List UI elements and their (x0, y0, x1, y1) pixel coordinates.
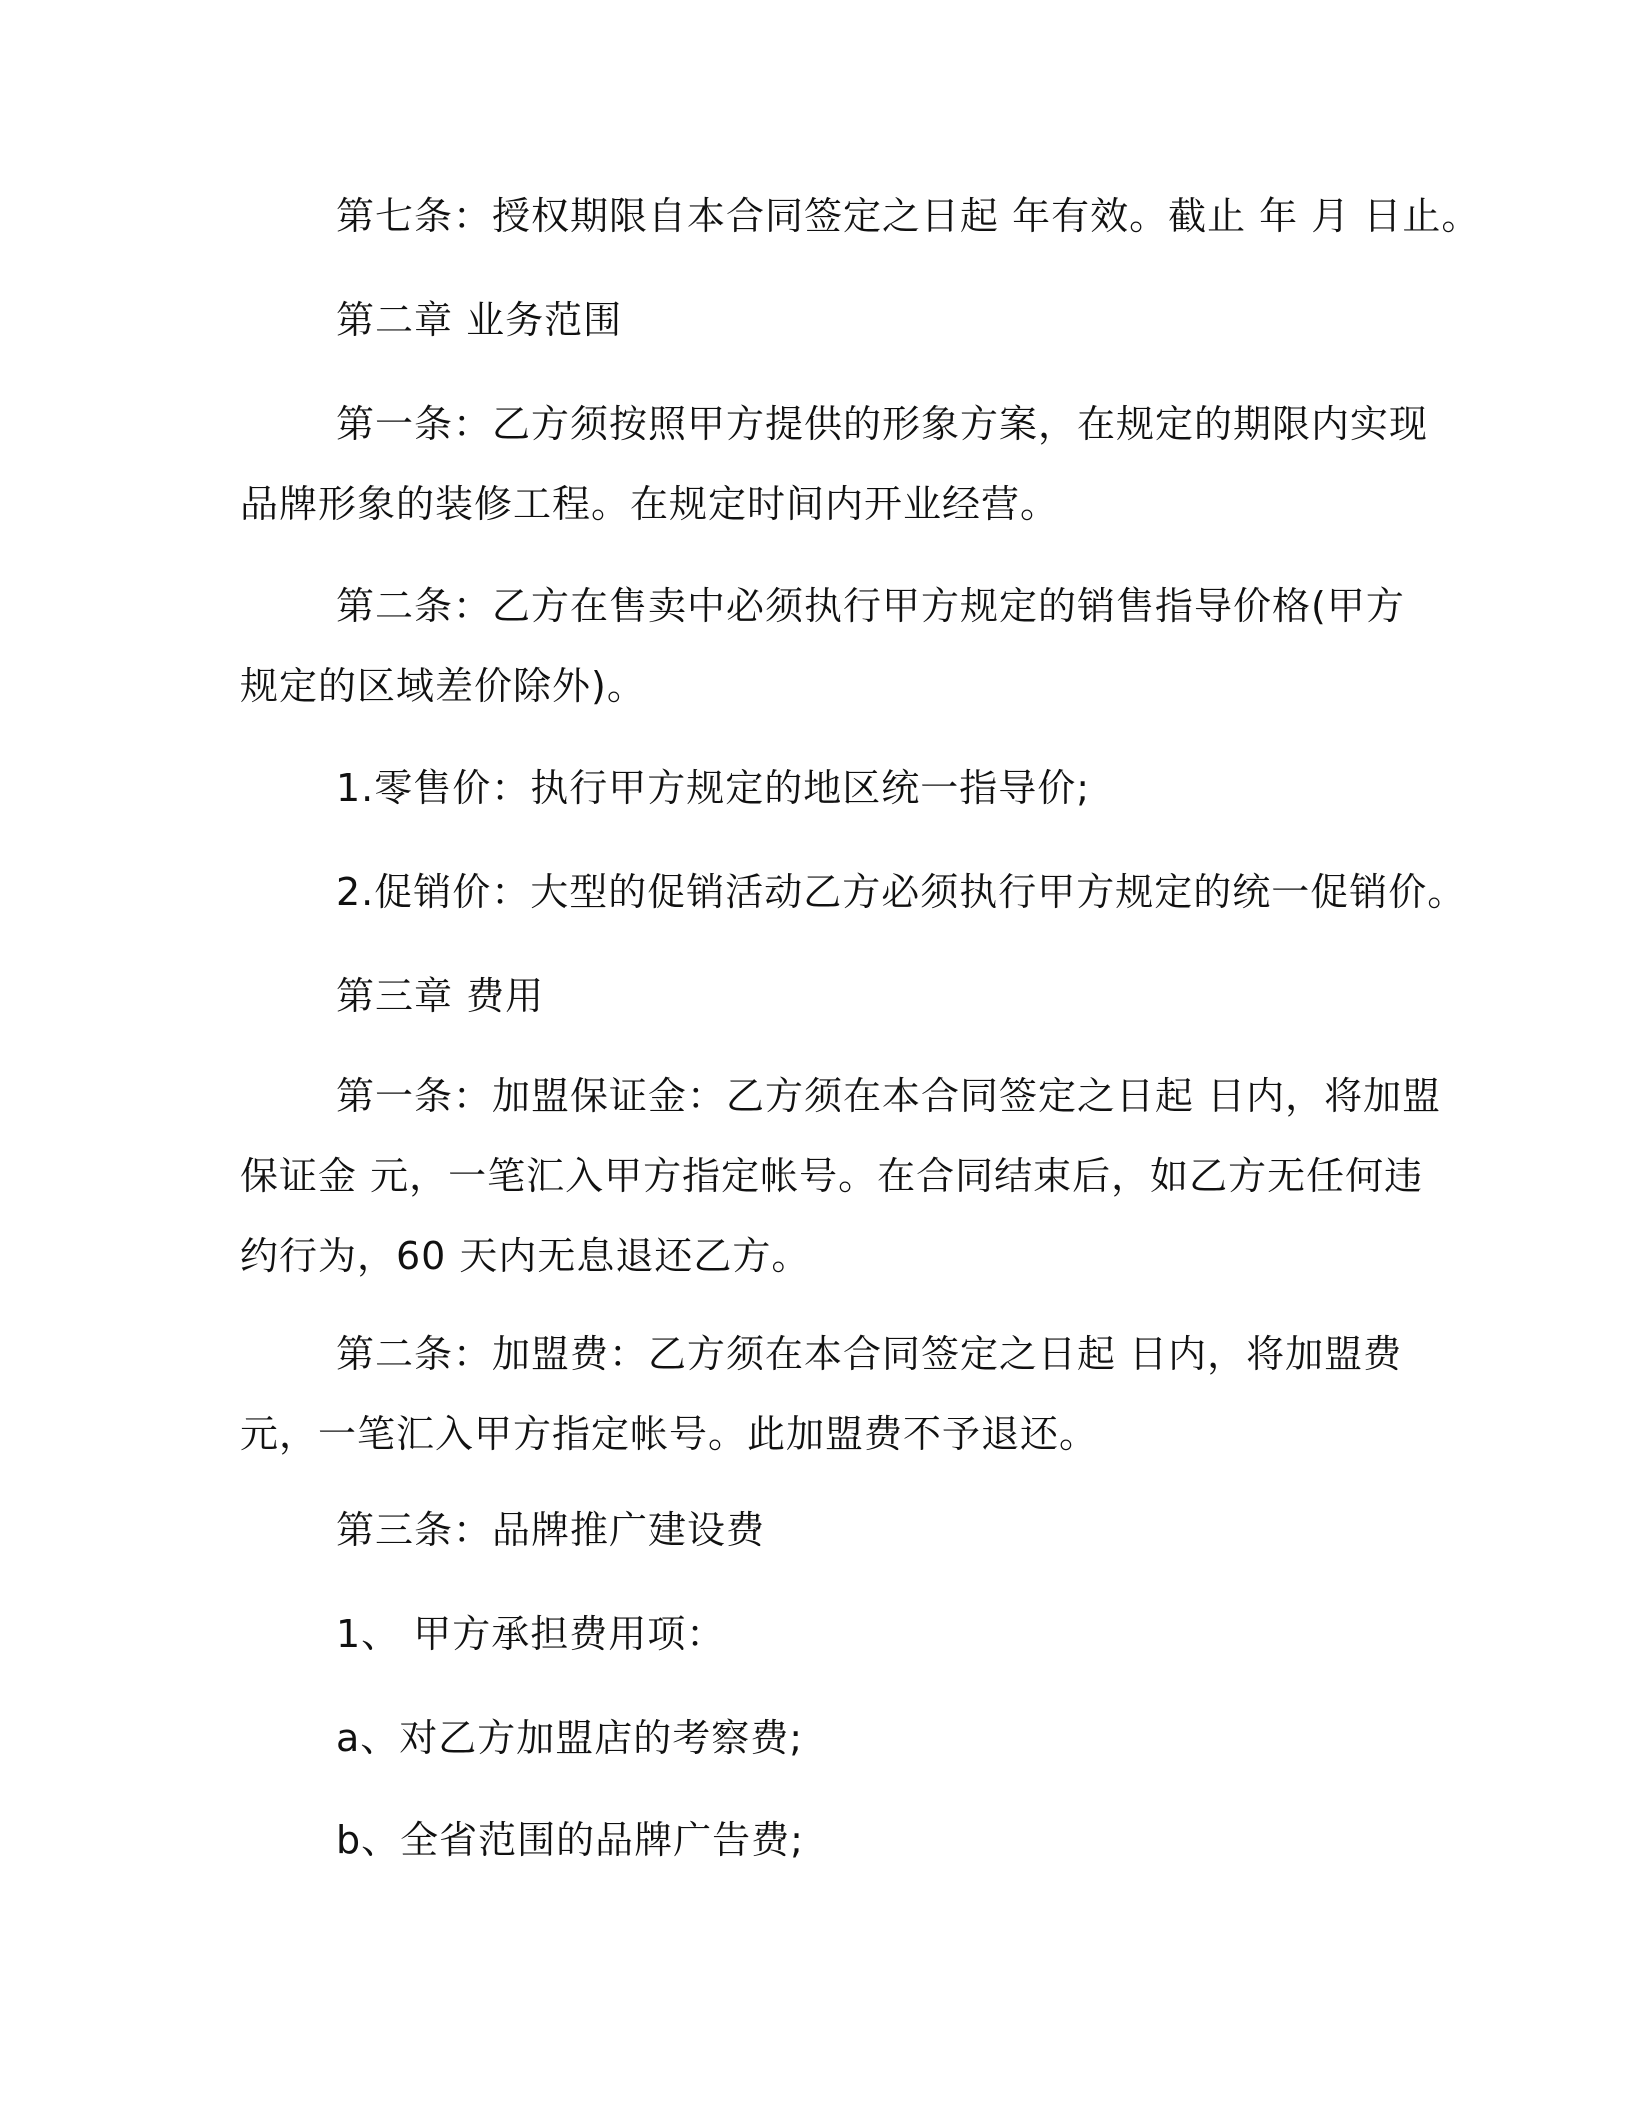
paragraph-line: 第一条：乙方须按照甲方提供的形象方案，在规定的期限内实现 (336, 402, 1429, 446)
paragraph-line: 品牌形象的装修工程。在规定时间内开业经营。 (240, 482, 1060, 526)
paragraph-line: 2.促销价：大型的促销活动乙方必须执行甲方规定的统一促销价。 (336, 870, 1467, 914)
paragraph-line: 1、 甲方承担费用项： (336, 1612, 726, 1656)
paragraph-business-article-2 (240, 566, 1405, 726)
paragraph-line: 第二章 业务范围 (336, 298, 623, 342)
paragraph-line: a、对乙方加盟店的考察费; (336, 1716, 804, 1760)
paragraph-line: 规定的区域差价除外)。 (240, 664, 646, 708)
list-item-party-a-costs (240, 1594, 1400, 1674)
chapter-heading-business-scope (240, 280, 1400, 360)
paragraph-line: 保证金 元，一笔汇入甲方指定帐号。在合同结束后，如乙方无任何违 (240, 1154, 1424, 1198)
paragraph-fees-article-1 (240, 1056, 1442, 1296)
list-item-promo-price (240, 852, 1467, 932)
paragraph-fees-article-3 (240, 1490, 1400, 1570)
list-item-inspection-fee (240, 1698, 1400, 1778)
paragraph-line: 第三条：品牌推广建设费 (336, 1508, 766, 1552)
paragraph-line: b、全省范围的品牌广告费; (336, 1818, 804, 1862)
list-item-retail-price (240, 748, 1400, 828)
paragraph-line: 第三章 费用 (336, 974, 545, 1018)
paragraph-line: 第七条：授权期限自本合同签定之日起 年有效。截止 年 月 日止。 (336, 194, 1481, 238)
paragraph-line: 第一条：加盟保证金：乙方须在本合同签定之日起 日内，将加盟 (336, 1074, 1442, 1118)
list-item-brand-ad-fee (240, 1800, 1400, 1880)
paragraph-line: 约行为，60 天内无息退还乙方。 (240, 1234, 811, 1278)
paragraph-line: 第二条：加盟费：乙方须在本合同签定之日起 日内，将加盟费 (336, 1332, 1403, 1376)
paragraph-business-article-1 (240, 384, 1429, 544)
paragraph-line: 元，一笔汇入甲方指定帐号。此加盟费不予退还。 (240, 1412, 1099, 1456)
chapter-heading-fees (240, 956, 1400, 1036)
paragraph-line: 1.零售价：执行甲方规定的地区统一指导价; (336, 766, 1091, 810)
paragraph-article-7 (240, 176, 1481, 256)
paragraph-line: 第二条：乙方在售卖中必须执行甲方规定的销售指导价格(甲方 (336, 584, 1405, 628)
paragraph-fees-article-2 (240, 1314, 1403, 1474)
